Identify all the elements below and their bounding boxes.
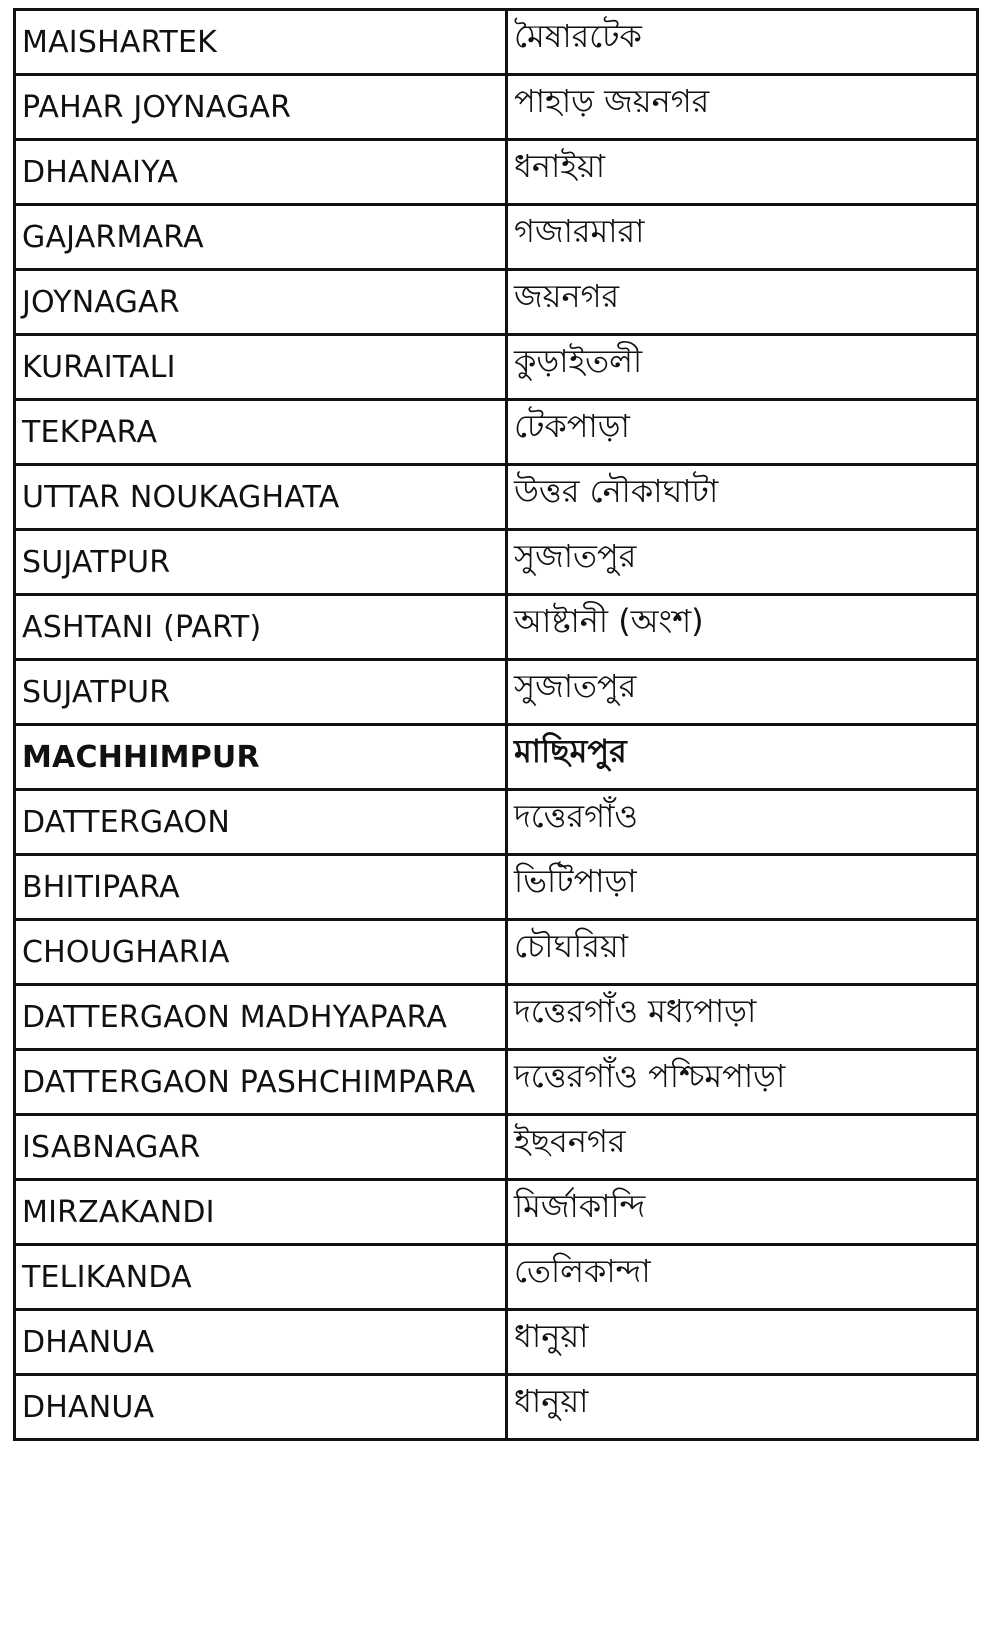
english-name-cell: DHANUA xyxy=(15,1310,507,1375)
bengali-name-cell: দত্তেরগাঁও মধ্যপাড়া xyxy=(507,985,978,1050)
table-row xyxy=(15,75,978,140)
table-row xyxy=(15,790,978,855)
table-row xyxy=(15,465,978,530)
english-name-cell: DATTERGAON MADHYAPARA xyxy=(15,985,507,1050)
table-row xyxy=(15,1245,978,1310)
table-row xyxy=(15,660,978,725)
english-name-cell: ISABNAGAR xyxy=(15,1115,507,1180)
table-body xyxy=(15,10,978,1440)
english-name-cell: MACHHIMPUR xyxy=(15,725,507,790)
bengali-name-cell: জয়নগর xyxy=(507,270,978,335)
table-row xyxy=(15,920,978,985)
bengali-name-cell: ধানুয়া xyxy=(507,1310,978,1375)
table-row xyxy=(15,985,978,1050)
bengali-name-cell: গজারমারা xyxy=(507,205,978,270)
table-row xyxy=(15,595,978,660)
table-row xyxy=(15,725,978,790)
bengali-name-cell: সুজাতপুর xyxy=(507,660,978,725)
english-name-cell: ASHTANI (PART) xyxy=(15,595,507,660)
table-row xyxy=(15,270,978,335)
table-row xyxy=(15,1375,978,1440)
bengali-name-cell: ধানুয়া xyxy=(507,1375,978,1440)
bengali-name-cell: কুড়াইতলী xyxy=(507,335,978,400)
english-name-cell: SUJATPUR xyxy=(15,660,507,725)
bengali-name-cell: দত্তেরগাঁও পশ্চিমপাড়া xyxy=(507,1050,978,1115)
english-name-cell: JOYNAGAR xyxy=(15,270,507,335)
english-name-cell: DATTERGAON PASHCHIMPARA xyxy=(15,1050,507,1115)
table-row xyxy=(15,530,978,595)
bengali-name-cell: ইছবনগর xyxy=(507,1115,978,1180)
bengali-name-cell: দত্তেরগাঁও xyxy=(507,790,978,855)
english-name-cell: BHITIPARA xyxy=(15,855,507,920)
table-row xyxy=(15,335,978,400)
bengali-name-cell: তেলিকান্দা xyxy=(507,1245,978,1310)
bengali-name-cell: ভিটিপাড়া xyxy=(507,855,978,920)
english-name-cell: DHANAIYA xyxy=(15,140,507,205)
bengali-name-cell: মির্জাকান্দি xyxy=(507,1180,978,1245)
village-name-table xyxy=(13,8,979,1441)
table-row xyxy=(15,1180,978,1245)
bengali-name-cell: টেকপাড়া xyxy=(507,400,978,465)
bengali-name-cell: চৌঘরিয়া xyxy=(507,920,978,985)
english-name-cell: TEKPARA xyxy=(15,400,507,465)
table-row xyxy=(15,140,978,205)
bengali-name-cell: সুজাতপুর xyxy=(507,530,978,595)
english-name-cell: DHANUA xyxy=(15,1375,507,1440)
table-row xyxy=(15,1050,978,1115)
english-name-cell: SUJATPUR xyxy=(15,530,507,595)
table-row xyxy=(15,855,978,920)
table-row xyxy=(15,400,978,465)
english-name-cell: GAJARMARA xyxy=(15,205,507,270)
english-name-cell: PAHAR JOYNAGAR xyxy=(15,75,507,140)
english-name-cell: MIRZAKANDI xyxy=(15,1180,507,1245)
table-row xyxy=(15,1115,978,1180)
bengali-name-cell: পাহাড় জয়নগর xyxy=(507,75,978,140)
english-name-cell: TELIKANDA xyxy=(15,1245,507,1310)
table-row xyxy=(15,205,978,270)
english-name-cell: KURAITALI xyxy=(15,335,507,400)
bengali-name-cell: আষ্টানী (অংশ) xyxy=(507,595,978,660)
bengali-name-cell: উত্তর নৌকাঘাটা xyxy=(507,465,978,530)
table-row xyxy=(15,1310,978,1375)
english-name-cell: UTTAR NOUKAGHATA xyxy=(15,465,507,530)
bengali-name-cell: ধনাইয়া xyxy=(507,140,978,205)
english-name-cell: DATTERGAON xyxy=(15,790,507,855)
english-name-cell: MAISHARTEK xyxy=(15,10,507,75)
english-name-cell: CHOUGHARIA xyxy=(15,920,507,985)
table-row xyxy=(15,10,978,75)
bengali-name-cell: মাছিমপুর xyxy=(507,725,978,790)
bengali-name-cell: মৈষারটেক xyxy=(507,10,978,75)
